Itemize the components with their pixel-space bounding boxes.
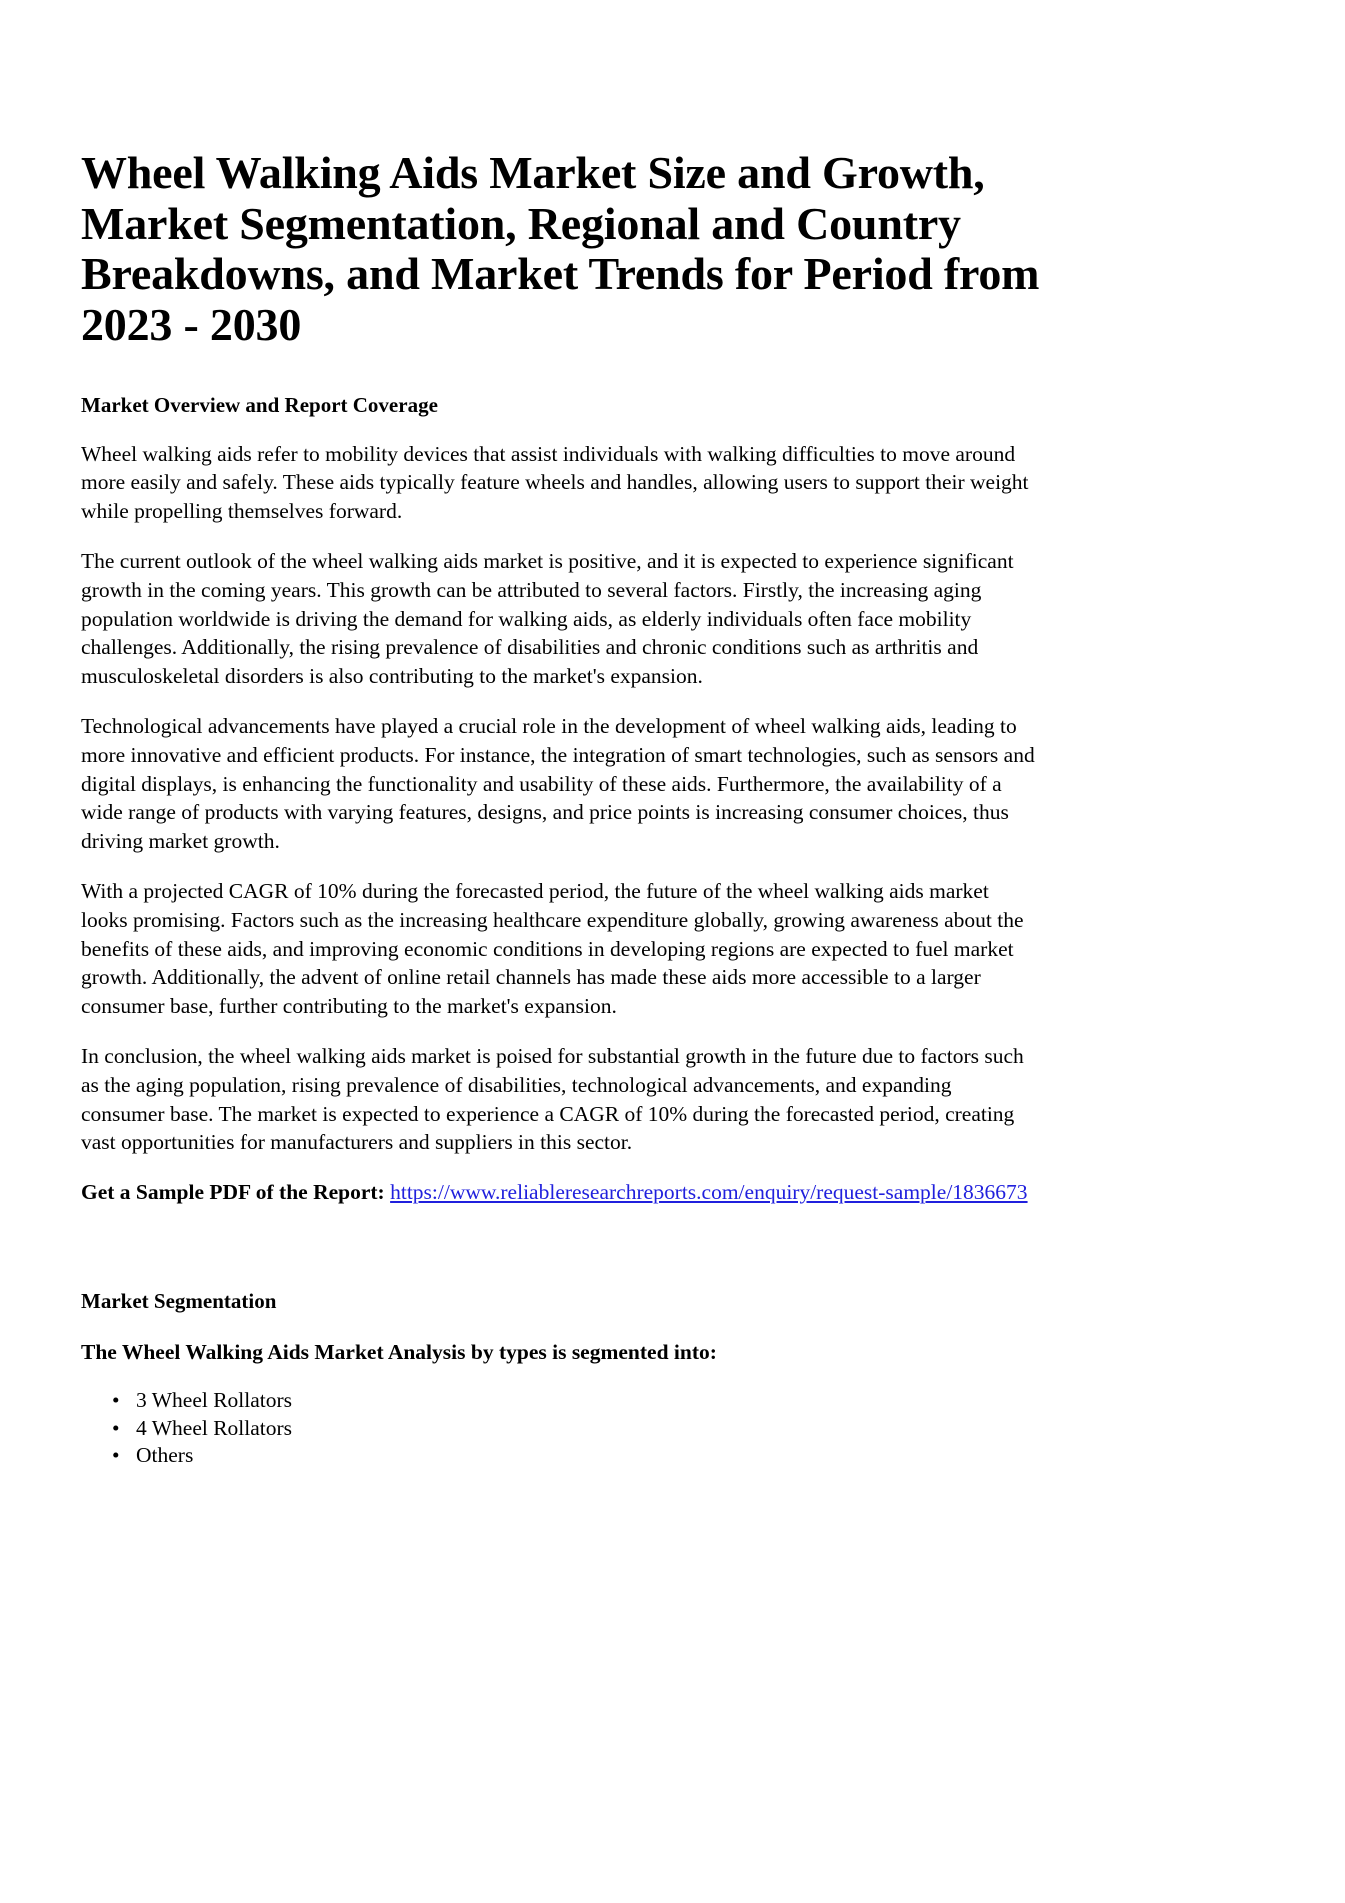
paragraph-conclusion: In conclusion, the wheel walking aids market is poised for substantial growth in the future due to factors such as the aging population, rising prevalence of disabilities, technological advancements, and expanding consumer base. The market is expected to experience a CAGR of 10% during the forecasted period, creating vast opportunities for manufacturers and suppliers in this sector. bbox=[81, 1044, 1024, 1155]
sample-pdf-label: Get a Sample PDF of the Report: bbox=[81, 1180, 385, 1205]
market-segmentation-heading: Market Segmentation bbox=[81, 1289, 277, 1313]
list-item: • 4 Wheel Rollators bbox=[136, 1415, 1035, 1443]
sample-pdf-link[interactable]: https://www.reliableresearchreports.com/enquiry/request-sample/1836673 bbox=[390, 1180, 1028, 1205]
paragraph-technology: Technological advancements have played a crucial role in the development of wheel walking aids, leading to more innovative and efficient products. For instance, the integration of smart technologies, such as sensors and digital displays, is enhancing the functionality and usability of these aids. Furthermore, the availability of a wide range of products with varying features, designs, and price points is increasing consumer choices, thus driving market growth. bbox=[81, 714, 1035, 854]
section-spacer bbox=[81, 1207, 1035, 1289]
sample-pdf-block bbox=[81, 1178, 1036, 1207]
paragraph-cagr-forecast: With a projected CAGR of 10% during the forecasted period, the future of the wheel walking aids market looks promising. Factors such as the increasing healthcare expenditure globally, growing awareness about the benefits of these aids, and improving economic conditions in developing regions are expected to fuel market growth. Additionally, the advent of online retail channels has made these aids more accessible to a larger consumer base, further contributing to the market's expansion. bbox=[81, 879, 1024, 1019]
paragraph-definition: Wheel walking aids refer to mobility devices that assist individuals with walking difficulties to move around more easily and safely. These aids typically feature wheels and handles, allowing users to support their weight while propelling themselves forward. bbox=[81, 441, 1029, 524]
list-item: • Others bbox=[136, 1442, 1035, 1470]
list-item: • 3 Wheel Rollators bbox=[136, 1387, 1035, 1415]
page-title: Wheel Walking Aids Market Size and Growth, Market Segmentation, Regional and Country Breakdowns, and Market Trends for Period from 2023 - 2030 bbox=[81, 147, 1040, 350]
segmentation-type-list bbox=[81, 1387, 1035, 1470]
market-overview-heading: Market Overview and Report Coverage bbox=[81, 393, 438, 418]
paragraph-outlook: The current outlook of the wheel walking aids market is positive, and it is expected to experience significant growth in the coming years. This growth can be attributed to several factors. Firstly, the increasing aging population worldwide is driving the demand for walking aids, as elderly individuals often face mobility challenges. Additionally, the rising prevalence of disabilities and chronic conditions such as arthritis and musculoskeletal disorders is also contributing to the market's expansion. bbox=[81, 549, 1014, 689]
segmentation-types-subheading: The Wheel Walking Aids Market Analysis by types is segmented into: bbox=[81, 1340, 717, 1364]
